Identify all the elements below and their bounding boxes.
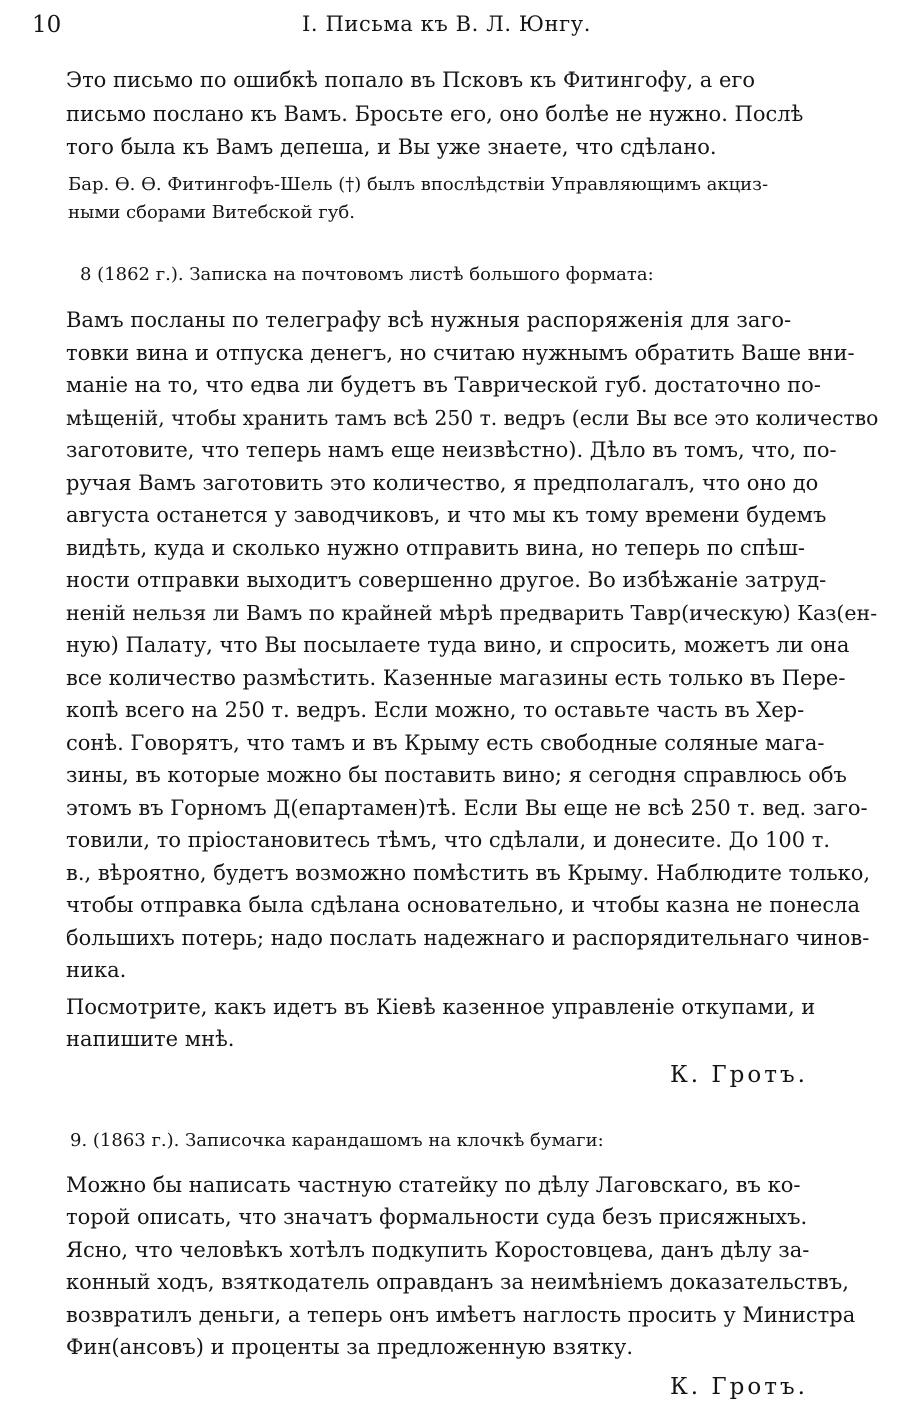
text-line: неній нельзя ли Вамъ по крайней мѣрѣ предварить Тавр(ическую) Каз(ен- [66,601,878,625]
text-line: Фин(ансовъ) и проценты за предложенную взятку. [66,1335,634,1359]
letter-8-intro: 8 (1862 г.). Записка на почтовомъ листѣ большого формата: [80,264,654,285]
text-line: видѣть, куда и сколько нужно отправить вина, но теперь по спѣш- [66,536,805,560]
footnote-line: ными сборами Витебской губ. [68,202,355,223]
text-line: августа останется у заводчиковъ, и что мы къ тому времени будемъ [66,503,827,527]
text-line: ручая Вамъ заготовить это количество, я предполагалъ, что оно до [66,471,819,495]
text-line: Посмотрите, какъ идетъ въ Кіевѣ казенное управленіе откупами, и [66,995,816,1019]
text-line: Ясно, что человѣкъ хотѣлъ подкупить Коростовцева, данъ дѣлу за- [66,1238,810,1262]
text-line: заготовите, что теперь намъ еще неизвѣстно). Дѣло въ томъ, что, по- [66,438,837,462]
text-line: зины, въ которые можно бы поставить вино; я сегодня справлюсь объ [66,763,847,787]
text-line: Вамъ посланы по телеграфу всѣ нужныя распоряженія для заго- [66,308,792,332]
signature-9: К. Гротъ. [670,1374,808,1400]
letter-9-intro: 9. (1863 г.). Записочка карандашомъ на клочкѣ бумаги: [70,1130,604,1151]
text-line: товки вина и отпуска денегъ, но считаю нужнымъ обратить Ваше вни- [66,341,855,365]
text-line: напишите мнѣ. [66,1027,235,1051]
text-line: возвратилъ деньги, а теперь онъ имѣетъ наглость просить у Министра [66,1303,856,1327]
text-line: чтобы отправка была сдѣлана основательно, и чтобы казна не понесла [66,893,860,917]
text-line: маніе на то, что едва ли будетъ въ Таврической губ. достаточно по- [66,373,821,397]
signature-8: К. Гротъ. [670,1062,808,1088]
text-line: Можно бы написать частную статейку по дѣлу Лаговскаго, въ ко- [66,1173,801,1197]
footnote-line: Бар. Ѳ. Ѳ. Фитингофъ-Шель (†) былъ впослѣдствіи Управляющимъ акциз- [68,174,769,195]
page-number: 10 [32,12,62,38]
text-line: того была къ Вамъ депеша, и Вы уже знаете, что сдѣлано. [66,135,717,159]
text-line: мѣщеній, чтобы хранить тамъ всѣ 250 т. ведръ (если Вы все это количество [66,406,879,430]
text-line: копѣ всего на 250 т. ведръ. Если можно, то оставьте часть въ Хер- [66,698,805,722]
text-line: этомъ въ Горномъ Д(епартамен)тѣ. Если Вы еще не всѣ 250 т. вед. заго- [66,796,868,820]
text-line: торой описать, что значатъ формальности суда безъ присяжныхъ. [66,1205,808,1229]
text-line: ную) Палату, что Вы посылаете туда вино, и спросить, можетъ ли она [66,633,850,657]
text-line: сонѣ. Говорятъ, что тамъ и въ Крыму есть свободные соляные мага- [66,731,825,755]
text-line: ника. [66,958,127,982]
text-line: все количество размѣстить. Казенные магазины есть только въ Пере- [66,666,846,690]
text-line: конный ходъ, взяткодатель оправданъ за неимѣніемъ доказательствъ, [66,1270,849,1294]
text-line: Это письмо по ошибкѣ попало въ Псковъ къ Фитингофу, а его [66,68,756,92]
page-header [32,12,876,46]
text-line: ности отправки выходитъ совершенно другое. Во избѣжаніе затруд- [66,568,827,592]
text-line: товили, то пріостановитесь тѣмъ, что сдѣлали, и донесите. До 100 т. [66,828,831,852]
running-title: I. Письма къ В. Л. Юнгу. [302,12,591,36]
text-line: в., вѣроятно, будетъ возможно помѣстить въ Крыму. Наблюдите только, [66,861,871,885]
text-line: большихъ потерь; надо послать надежнаго и распорядительнаго чинов- [66,926,870,950]
text-line: письмо послано къ Вамъ. Бросьте его, оно болѣе не нужно. Послѣ [66,102,804,126]
